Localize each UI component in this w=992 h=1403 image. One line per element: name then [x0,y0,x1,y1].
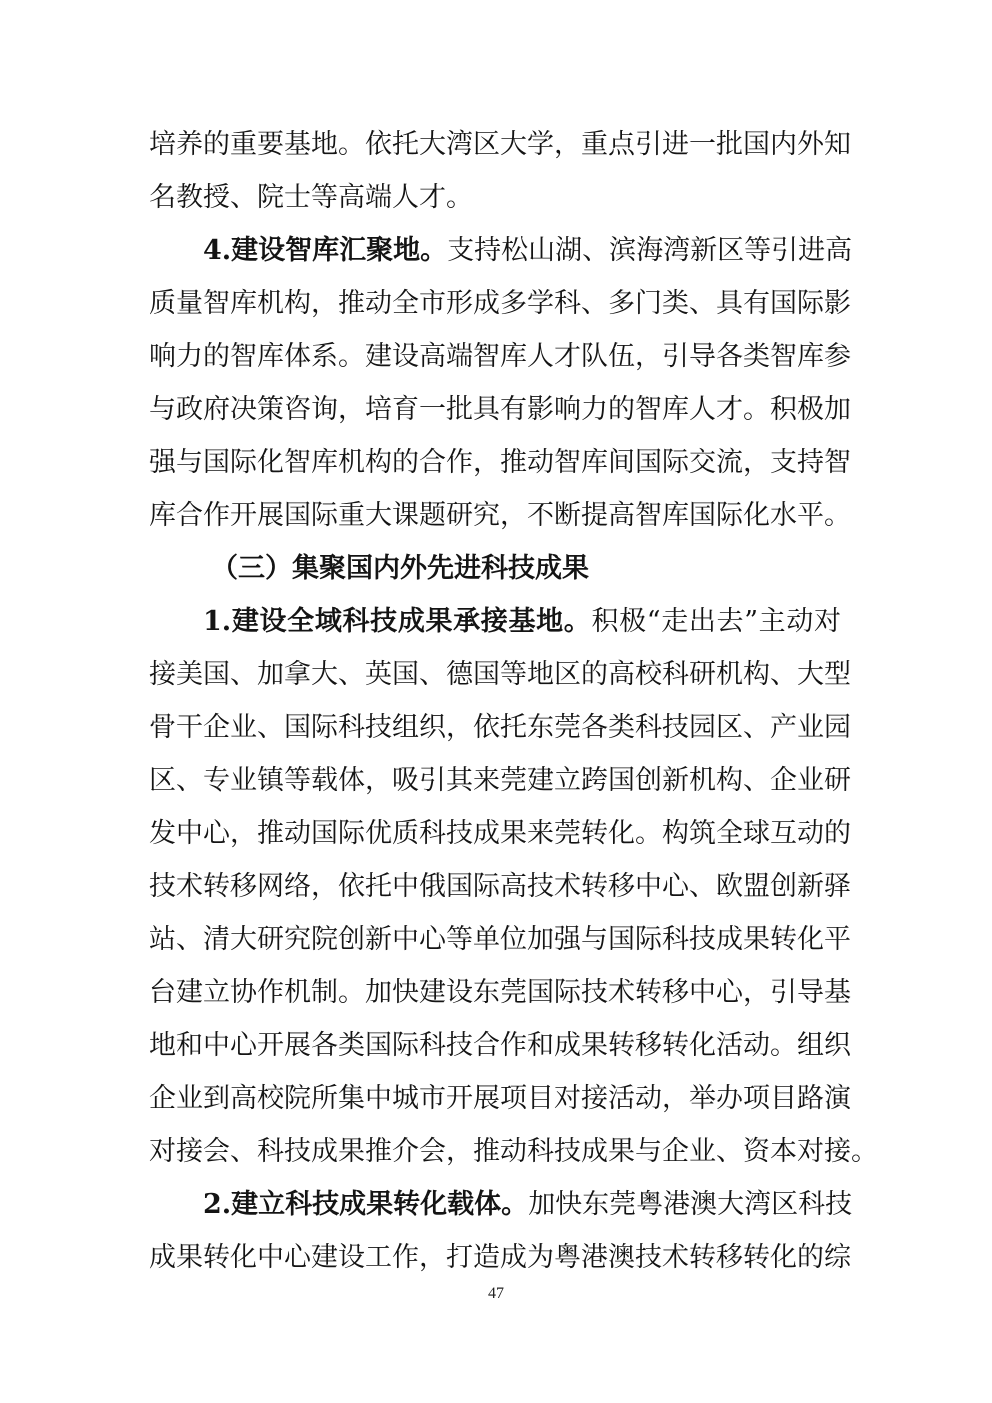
text-line: 技术转移网络，依托中俄国际高技术转移中心、欧盟创新驿 [149,871,851,902]
page-number: 47 [488,1285,504,1302]
text-line: 强与国际化智库机构的合作，推动智库间国际交流，支持智 [149,447,851,478]
section-heading: （三）集聚国内外先进科技成果 [211,553,589,584]
text-line: 骨干企业、国际科技组织，依托东莞各类科技园区、产业园 [149,712,851,743]
paragraph-2-first-line [149,1178,853,1231]
paragraph-1-first-line [149,595,841,648]
text-line: 成果转化中心建设工作，打造成为粤港澳技术转移转化的综 [149,1242,851,1273]
text-line: 对接会、科技成果推介会，推动科技成果与企业、资本对接。 [149,1136,878,1167]
paragraph-4-lead: 支持松山湖、滨海湾新区等引进高 [447,235,853,266]
text-line: 台建立协作机制。加快建设东莞国际技术转移中心，引导基 [149,977,851,1008]
text-line: 发中心，推动国际优质科技成果来莞转化。构筑全球互动的 [149,818,851,849]
text-line: 地和中心开展各类国际科技合作和成果转移转化活动。组织 [149,1030,851,1061]
paragraph-1-title: 1.建设全域科技成果承接基地。 [203,606,592,637]
text-line: 区、专业镇等载体，吸引其来莞建立跨国创新机构、企业研 [149,765,851,796]
paragraph-4-first-line [149,224,853,277]
document-body [149,118,878,1284]
text-line: 响力的智库体系。建设高端智库人才队伍，引导各类智库参 [149,341,851,372]
text-line: 培养的重要基地。依托大湾区大学，重点引进一批国内外知 [149,129,851,160]
text-line: 库合作开展国际重大课题研究，不断提高智库国际化水平。 [149,500,851,531]
paragraph-4-title: 4.建设智库汇聚地。 [203,235,448,266]
paragraph-1-lead: 积极“走出去”主动对 [591,606,842,637]
paragraph-2-title: 2.建立科技成果转化载体。 [203,1189,529,1220]
text-line: 与政府决策咨询，培育一批具有影响力的智库人才。积极加 [149,394,851,425]
text-line: 名教授、院士等高端人才。 [149,182,473,213]
text-line: 企业到高校院所集中城市开展项目对接活动，举办项目路演 [149,1083,851,1114]
text-line: 接美国、加拿大、英国、德国等地区的高校科研机构、大型 [149,659,851,690]
paragraph-2-lead: 加快东莞粤港澳大湾区科技 [528,1189,853,1220]
text-line: 站、清大研究院创新中心等单位加强与国际科技成果转化平 [149,924,851,955]
text-line: 质量智库机构，推动全市形成多学科、多门类、具有国际影 [149,288,851,319]
